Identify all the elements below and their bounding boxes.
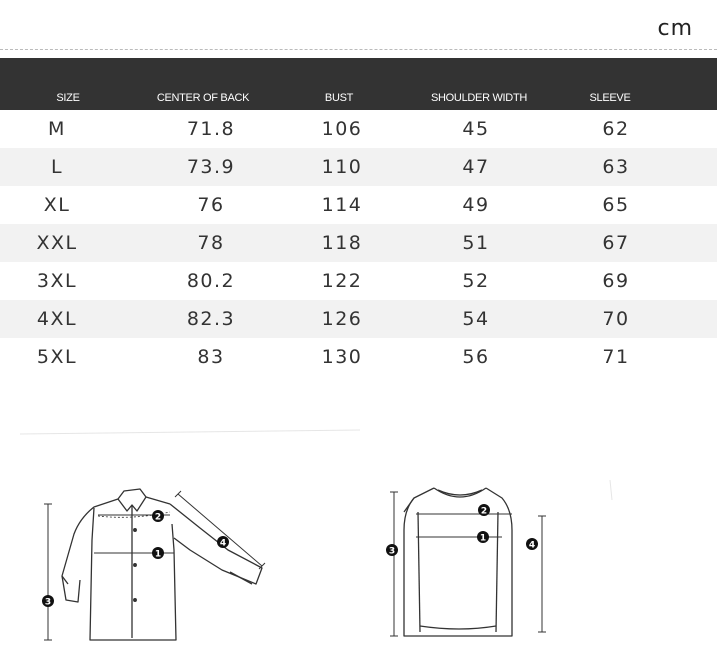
header-shoulder-width: SHOULDER WIDTH [430, 92, 528, 104]
cell-sleeve: 65 [602, 194, 630, 216]
marker-1-shirt [152, 547, 164, 559]
cell-bust: 114 [321, 194, 363, 216]
table-row [0, 300, 717, 338]
svg-text:1: 1 [479, 533, 487, 544]
marker-1-sweater [477, 531, 489, 543]
header-center-of-back: CENTER OF BACK [156, 92, 250, 104]
cell-sleeve: 69 [602, 270, 630, 292]
cell-center-of-back: 82.3 [186, 308, 236, 330]
cell-size: XXL [36, 232, 78, 254]
table-row [0, 262, 717, 300]
table-row [0, 224, 717, 262]
marker-4-shirt [217, 536, 229, 548]
table-row [0, 148, 717, 186]
cell-bust: 130 [321, 346, 363, 368]
cell-sleeve: 71 [602, 346, 630, 368]
measurement-diagram [0, 400, 717, 650]
cell-center-of-back: 78 [197, 232, 225, 254]
cell-bust: 126 [321, 308, 363, 330]
cell-size: 5XL [36, 346, 78, 368]
cell-bust: 118 [321, 232, 363, 254]
svg-text:2: 2 [480, 506, 488, 517]
cell-shoulder-width: 54 [462, 308, 490, 330]
table-row [0, 186, 717, 224]
sweater-illustration [404, 488, 512, 636]
cell-shoulder-width: 51 [462, 232, 490, 254]
cell-shoulder-width: 49 [462, 194, 490, 216]
cell-sleeve: 67 [602, 232, 630, 254]
cell-shoulder-width: 52 [462, 270, 490, 292]
marker-3-shirt [42, 595, 54, 607]
cell-size: M [48, 118, 66, 140]
cell-center-of-back: 73.9 [186, 156, 236, 178]
header-bust: BUST [324, 92, 354, 104]
svg-text:2: 2 [154, 512, 162, 523]
cell-shoulder-width: 47 [462, 156, 490, 178]
cell-bust: 122 [321, 270, 363, 292]
marker-3-sweater [386, 544, 398, 556]
cell-center-of-back: 76 [197, 194, 225, 216]
cell-bust: 106 [321, 118, 363, 140]
cell-size: XL [43, 194, 71, 216]
cell-center-of-back: 83 [197, 346, 225, 368]
cell-size: 4XL [36, 308, 78, 330]
header-size: SIZE [56, 92, 80, 104]
svg-text:1: 1 [154, 549, 162, 560]
cell-center-of-back: 80.2 [186, 270, 236, 292]
svg-text:3: 3 [44, 597, 52, 608]
marker-2-shirt [152, 510, 164, 522]
table-row [0, 110, 717, 148]
cell-shoulder-width: 56 [462, 346, 490, 368]
svg-text:4: 4 [528, 540, 536, 551]
cell-sleeve: 62 [602, 118, 630, 140]
table-row [0, 338, 717, 376]
cell-sleeve: 70 [602, 308, 630, 330]
svg-text:3: 3 [388, 546, 396, 557]
marker-4-sweater [526, 538, 538, 550]
cell-bust: 110 [321, 156, 363, 178]
divider [0, 49, 717, 50]
unit-label: cm [657, 16, 693, 41]
header-sleeve: SLEEVE [589, 92, 631, 104]
cell-center-of-back: 71.8 [186, 118, 236, 140]
svg-text:4: 4 [219, 538, 227, 549]
garment-illustrations [0, 400, 717, 650]
cell-sleeve: 63 [602, 156, 630, 178]
table-header [0, 58, 717, 110]
cell-shoulder-width: 45 [462, 118, 490, 140]
size-table [0, 110, 717, 376]
cell-size: L [50, 156, 64, 178]
cell-size: 3XL [36, 270, 78, 292]
